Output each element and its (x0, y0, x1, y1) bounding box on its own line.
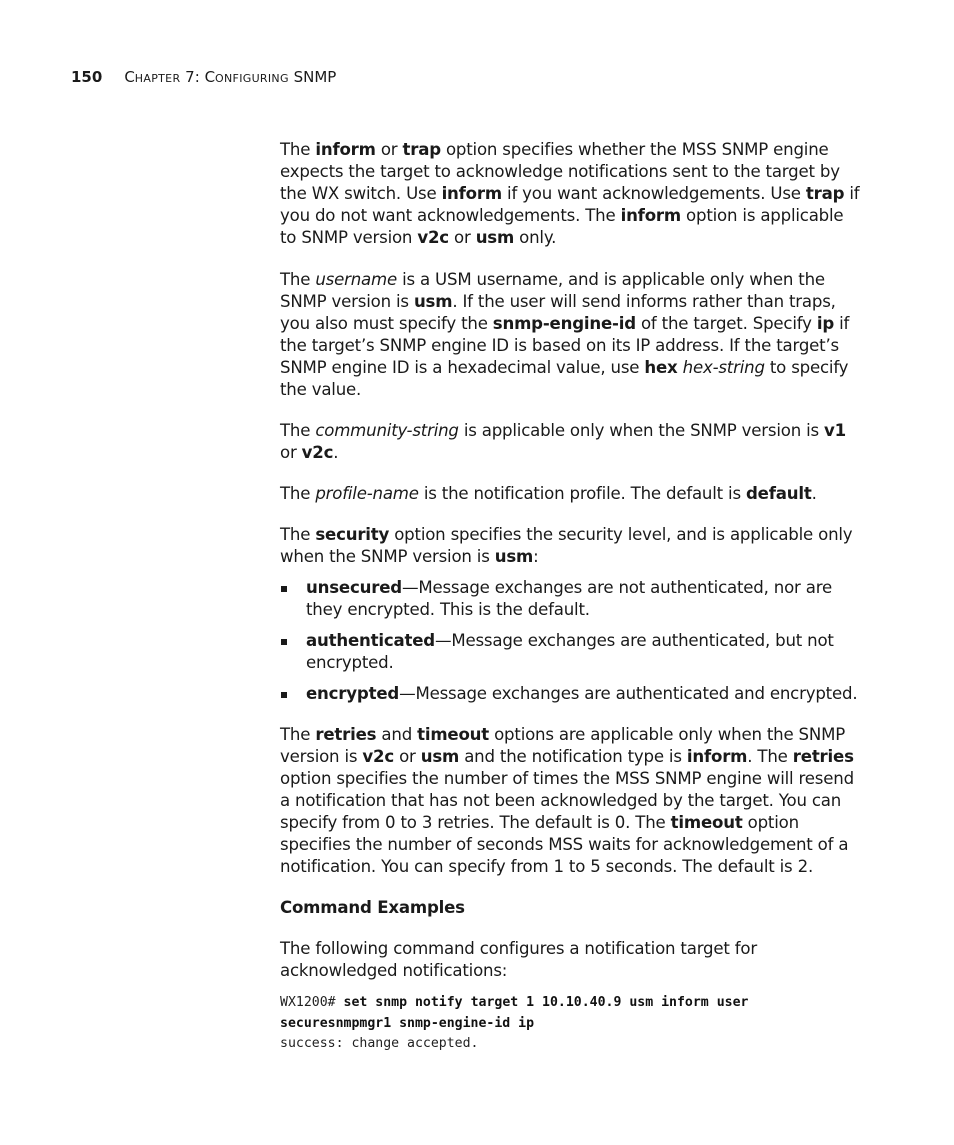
list-item-authenticated: authenticated—Message exchanges are authenticated, but not encrypted. (280, 630, 860, 674)
code-output: success: change accepted. (280, 1036, 479, 1051)
chapter-title: CHAPTER 7: CONFIGURING SNMP (124, 68, 337, 86)
paragraph-example-intro: The following command configures a notification target for acknowledged notifications: (280, 939, 757, 980)
code-command-line-2: securesnmpmgr1 snmp-engine-id ip (280, 1015, 535, 1031)
paragraph-profile-name: The profile-name is the notification profile. The default is default. (280, 484, 817, 503)
section-heading: Command Examples (280, 898, 465, 917)
paragraph-community-string: The community-string is applicable only when the SNMP version is v1 or v2c. (280, 421, 846, 462)
page-body (280, 139, 860, 1055)
list-item-encrypted: encrypted—Message exchanges are authenticated and encrypted. (280, 683, 860, 705)
code-command-line-1: set snmp notify target 1 10.10.40.9 usm inform user (343, 995, 749, 1010)
paragraph-username: The username is a USM username, and is applicable only when the SNMP version is usm. If the user will send informs rather than traps, you also must specify the snmp-engine-id of the target. Specify ip if the target’s SNMP engine ID is based on its IP address. If the target’s SNMP engine ID is a hexadecimal value, use hex hex-string to specify the value. (280, 270, 850, 399)
page-number: 150 (71, 68, 103, 86)
running-header (71, 67, 336, 89)
paragraph-security: The security option specifies the security level, and is applicable only when the SNMP version is usm: (280, 525, 853, 566)
list-item-unsecured: unsecured—Message exchanges are not authenticated, nor are they encrypted. This is the default. (280, 577, 860, 621)
code-example (280, 993, 860, 1055)
code-prompt: WX1200# (280, 995, 336, 1010)
security-level-list (280, 577, 860, 705)
paragraph-inform-trap: The inform or trap option specifies whether the MSS SNMP engine expects the target to acknowledge notifications sent to the target by the WX switch. Use inform if you want acknowledgements. Use trap if you do not want acknowledgements. The inform option is applicable to SNMP version v2c or usm only. (280, 140, 860, 247)
paragraph-retries-timeout: The retries and timeout options are applicable only when the SNMP version is v2c or usm and the notification type is inform. The retries option specifies the number of times the MSS SNMP engine will resend a notification that has not been acknowledged by the target. You can specify from 0 to 3 retries. The default is 0. The timeout option specifies the number of seconds MSS waits for acknowledgement of a notification. You can specify from 1 to 5 seconds. The default is 2. (280, 725, 854, 876)
